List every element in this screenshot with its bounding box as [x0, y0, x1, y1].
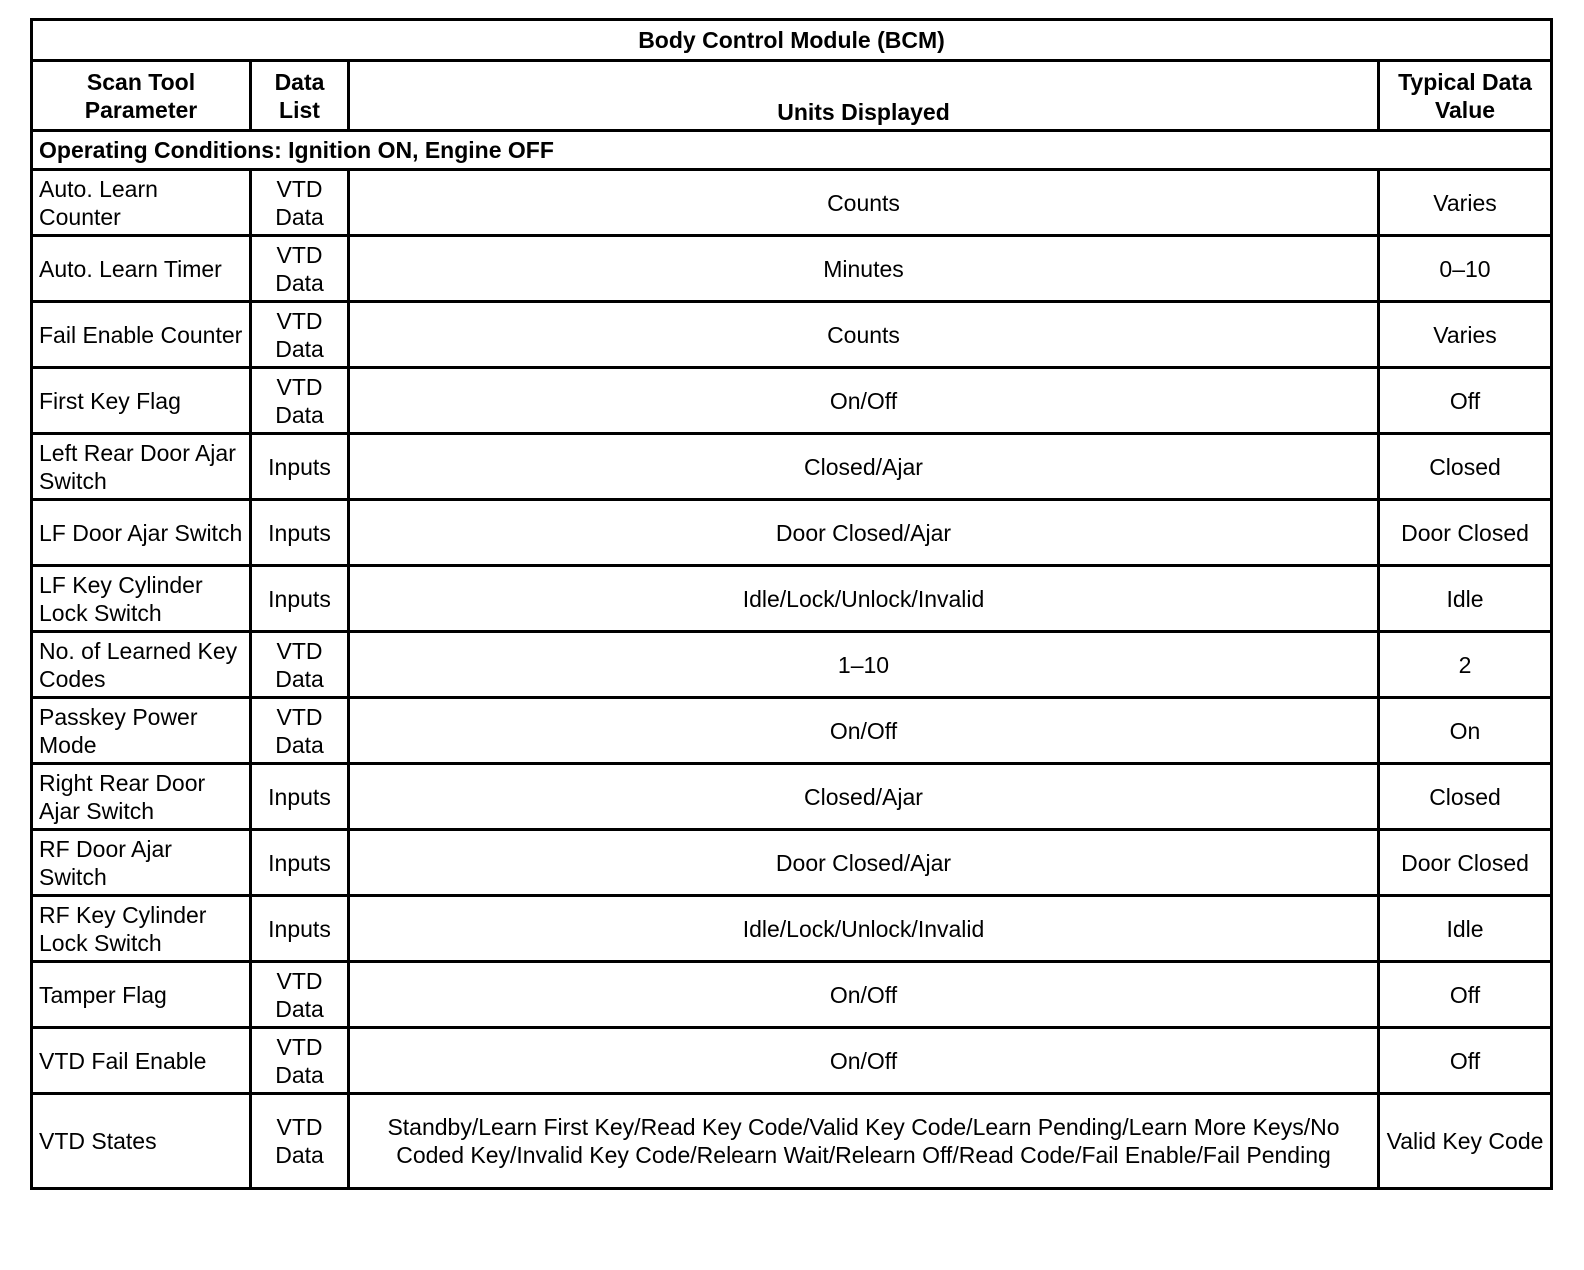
table-row [32, 302, 1552, 368]
cell-typical-value: Valid Key Code [1379, 1094, 1552, 1189]
cell-units: Idle/Lock/Unlock/Invalid [349, 566, 1379, 632]
cell-units: Door Closed/Ajar [349, 500, 1379, 566]
cell-parameter: Auto. Learn Timer [32, 236, 251, 302]
cell-data-list: VTD Data [251, 698, 349, 764]
table-row [32, 170, 1552, 236]
table-row [32, 632, 1552, 698]
table-row [32, 764, 1552, 830]
header-units-displayed: Units Displayed [349, 61, 1379, 131]
operating-conditions-row [32, 131, 1552, 170]
cell-parameter: Passkey Power Mode [32, 698, 251, 764]
cell-units: Counts [349, 170, 1379, 236]
cell-data-list: VTD Data [251, 1028, 349, 1094]
cell-units: On/Off [349, 962, 1379, 1028]
cell-parameter: Auto. Learn Counter [32, 170, 251, 236]
cell-units: Standby/Learn First Key/Read Key Code/Valid Key Code/Learn Pending/Learn More Keys/No Coded Key/Invalid Key Code/Relearn Wait/Relearn Off/Read Code/Fail Enable/Fail Pending [349, 1094, 1379, 1189]
cell-parameter: VTD States [32, 1094, 251, 1189]
column-header-row [32, 61, 1552, 131]
table-row [32, 1028, 1552, 1094]
cell-parameter: Fail Enable Counter [32, 302, 251, 368]
cell-typical-value: On [1379, 698, 1552, 764]
cell-data-list: VTD Data [251, 962, 349, 1028]
header-typical-data-value: Typical Data Value [1379, 61, 1552, 131]
cell-typical-value: Idle [1379, 566, 1552, 632]
table-row [32, 1094, 1552, 1189]
cell-units: Idle/Lock/Unlock/Invalid [349, 896, 1379, 962]
cell-typical-value: Closed [1379, 764, 1552, 830]
cell-units: Closed/Ajar [349, 764, 1379, 830]
cell-data-list: Inputs [251, 764, 349, 830]
cell-parameter: RF Door Ajar Switch [32, 830, 251, 896]
cell-data-list: Inputs [251, 566, 349, 632]
cell-typical-value: Varies [1379, 302, 1552, 368]
cell-data-list: Inputs [251, 896, 349, 962]
operating-conditions: Operating Conditions: Ignition ON, Engine OFF [32, 131, 1552, 170]
cell-parameter: Tamper Flag [32, 962, 251, 1028]
header-data-list: Data List [251, 61, 349, 131]
cell-units: On/Off [349, 698, 1379, 764]
cell-data-list: VTD Data [251, 368, 349, 434]
cell-data-list: VTD Data [251, 632, 349, 698]
cell-units: Counts [349, 302, 1379, 368]
cell-data-list: VTD Data [251, 302, 349, 368]
cell-units: 1–10 [349, 632, 1379, 698]
cell-units: Door Closed/Ajar [349, 830, 1379, 896]
cell-parameter: Right Rear Door Ajar Switch [32, 764, 251, 830]
table-row [32, 368, 1552, 434]
cell-data-list: Inputs [251, 500, 349, 566]
table-title-row [32, 20, 1552, 61]
cell-parameter: RF Key Cylinder Lock Switch [32, 896, 251, 962]
cell-data-list: VTD Data [251, 1094, 349, 1189]
table-title: Body Control Module (BCM) [32, 20, 1552, 61]
table-row [32, 896, 1552, 962]
cell-typical-value: Off [1379, 1028, 1552, 1094]
table-row [32, 236, 1552, 302]
cell-units: On/Off [349, 368, 1379, 434]
cell-units: On/Off [349, 1028, 1379, 1094]
cell-parameter: VTD Fail Enable [32, 1028, 251, 1094]
cell-typical-value: Off [1379, 368, 1552, 434]
cell-typical-value: Closed [1379, 434, 1552, 500]
bcm-data-table-container [30, 18, 1550, 1190]
cell-typical-value: Door Closed [1379, 830, 1552, 896]
bcm-data-table [30, 18, 1553, 1190]
cell-typical-value: Door Closed [1379, 500, 1552, 566]
cell-parameter: LF Door Ajar Switch [32, 500, 251, 566]
cell-data-list: VTD Data [251, 236, 349, 302]
cell-typical-value: Varies [1379, 170, 1552, 236]
table-row [32, 566, 1552, 632]
cell-parameter: No. of Learned Key Codes [32, 632, 251, 698]
cell-data-list: Inputs [251, 830, 349, 896]
cell-units: Minutes [349, 236, 1379, 302]
table-row [32, 962, 1552, 1028]
table-row [32, 830, 1552, 896]
table-row [32, 500, 1552, 566]
cell-typical-value: Off [1379, 962, 1552, 1028]
cell-parameter: First Key Flag [32, 368, 251, 434]
table-row [32, 434, 1552, 500]
cell-typical-value: 0–10 [1379, 236, 1552, 302]
cell-data-list: Inputs [251, 434, 349, 500]
cell-parameter: LF Key Cylinder Lock Switch [32, 566, 251, 632]
cell-data-list: VTD Data [251, 170, 349, 236]
table-row [32, 698, 1552, 764]
cell-units: Closed/Ajar [349, 434, 1379, 500]
cell-parameter: Left Rear Door Ajar Switch [32, 434, 251, 500]
cell-typical-value: Idle [1379, 896, 1552, 962]
header-scan-tool-parameter: Scan Tool Parameter [32, 61, 251, 131]
cell-typical-value: 2 [1379, 632, 1552, 698]
